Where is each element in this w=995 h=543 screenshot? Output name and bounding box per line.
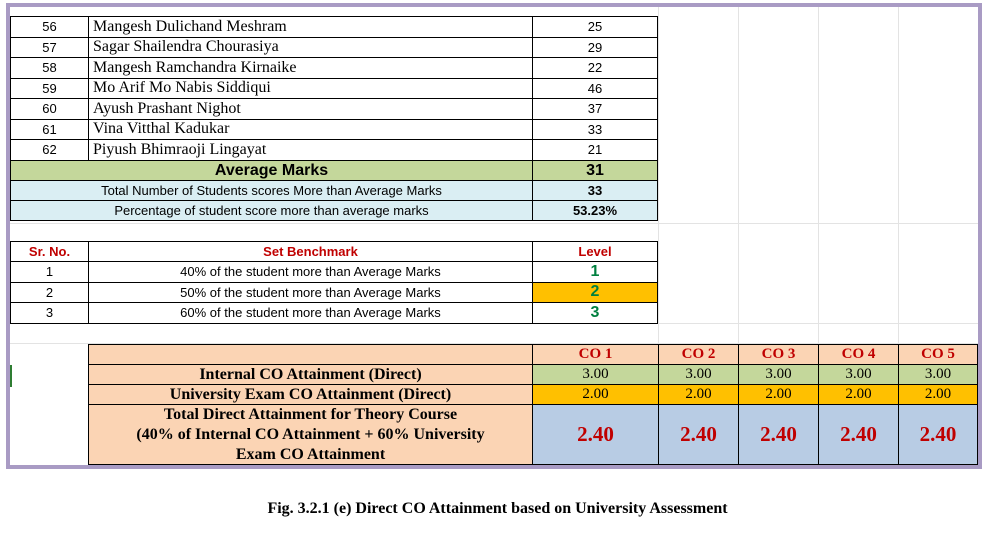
student-name: Mo Arif Mo Nabis Siddiqui — [88, 78, 533, 100]
attainment-header-blank — [88, 344, 533, 365]
university-value: 2.00 — [738, 384, 819, 405]
student-sr: 61 — [10, 119, 89, 141]
university-value: 2.00 — [658, 384, 739, 405]
total-value: 2.40 — [738, 404, 819, 465]
student-sr: 56 — [10, 16, 89, 38]
co-header: CO 3 — [738, 344, 819, 365]
student-sr: 60 — [10, 98, 89, 120]
student-name: Vina Vitthal Kadukar — [88, 119, 533, 141]
benchmark-sr: 3 — [10, 302, 89, 324]
above-average-value: 33 — [532, 180, 658, 201]
student-name: Piyush Bhimraoji Lingayat — [88, 139, 533, 161]
university-value: 2.00 — [532, 384, 659, 405]
student-name: Sagar Shailendra Chourasiya — [88, 37, 533, 59]
student-marks: 21 — [532, 139, 658, 161]
university-attainment-label: University Exam CO Attainment (Direct) — [88, 384, 533, 405]
average-marks-label: Average Marks — [10, 160, 533, 181]
benchmark-header-set: Set Benchmark — [88, 241, 533, 262]
figure-frame — [6, 3, 982, 469]
student-sr: 62 — [10, 139, 89, 161]
total-value: 2.40 — [658, 404, 739, 465]
internal-value: 3.00 — [658, 364, 739, 385]
benchmark-level: 1 — [532, 261, 658, 283]
internal-value: 3.00 — [898, 364, 978, 385]
average-marks-value: 31 — [532, 160, 658, 181]
university-value: 2.00 — [818, 384, 899, 405]
student-name: Mangesh Dulichand Meshram — [88, 16, 533, 38]
internal-attainment-label: Internal CO Attainment (Direct) — [88, 364, 533, 385]
benchmark-text: 40% of the student more than Average Marks — [88, 261, 533, 283]
total-attainment-label: Total Direct Attainment for Theory Course (40% of Internal CO Attainment + 60% University Exam CO Attainment — [88, 404, 533, 465]
benchmark-level: 3 — [532, 302, 658, 324]
benchmark-header-level: Level — [532, 241, 658, 262]
co-header: CO 5 — [898, 344, 978, 365]
student-sr: 59 — [10, 78, 89, 100]
university-value: 2.00 — [898, 384, 978, 405]
spreadsheet — [10, 7, 978, 465]
student-marks: 46 — [532, 78, 658, 100]
benchmark-sr: 2 — [10, 282, 89, 304]
student-sr: 58 — [10, 57, 89, 79]
internal-value: 3.00 — [532, 364, 659, 385]
co-header: CO 1 — [532, 344, 659, 365]
benchmark-text: 60% of the student more than Average Marks — [88, 302, 533, 324]
internal-value: 3.00 — [818, 364, 899, 385]
percentage-label: Percentage of student score more than average marks — [10, 200, 533, 221]
student-marks: 37 — [532, 98, 658, 120]
student-marks: 33 — [532, 119, 658, 141]
total-value: 2.40 — [898, 404, 978, 465]
co-header: CO 4 — [818, 344, 899, 365]
student-name: Ayush Prashant Nighot — [88, 98, 533, 120]
co-header: CO 2 — [658, 344, 739, 365]
above-average-label: Total Number of Students scores More than Average Marks — [10, 180, 533, 201]
student-sr: 57 — [10, 37, 89, 59]
benchmark-text: 50% of the student more than Average Marks — [88, 282, 533, 304]
benchmark-level: 2 — [532, 282, 658, 304]
total-value: 2.40 — [532, 404, 659, 465]
student-marks: 29 — [532, 37, 658, 59]
figure-caption: Fig. 3.2.1 (e) Direct CO Attainment based on University Assessment — [267, 500, 728, 517]
benchmark-header-sr: Sr. No. — [10, 241, 89, 262]
student-marks: 22 — [532, 57, 658, 79]
student-name: Mangesh Ramchandra Kirnaike — [88, 57, 533, 79]
internal-value: 3.00 — [738, 364, 819, 385]
total-value: 2.40 — [818, 404, 899, 465]
benchmark-sr: 1 — [10, 261, 89, 283]
student-marks: 25 — [532, 16, 658, 38]
percentage-value: 53.23% — [532, 200, 658, 221]
